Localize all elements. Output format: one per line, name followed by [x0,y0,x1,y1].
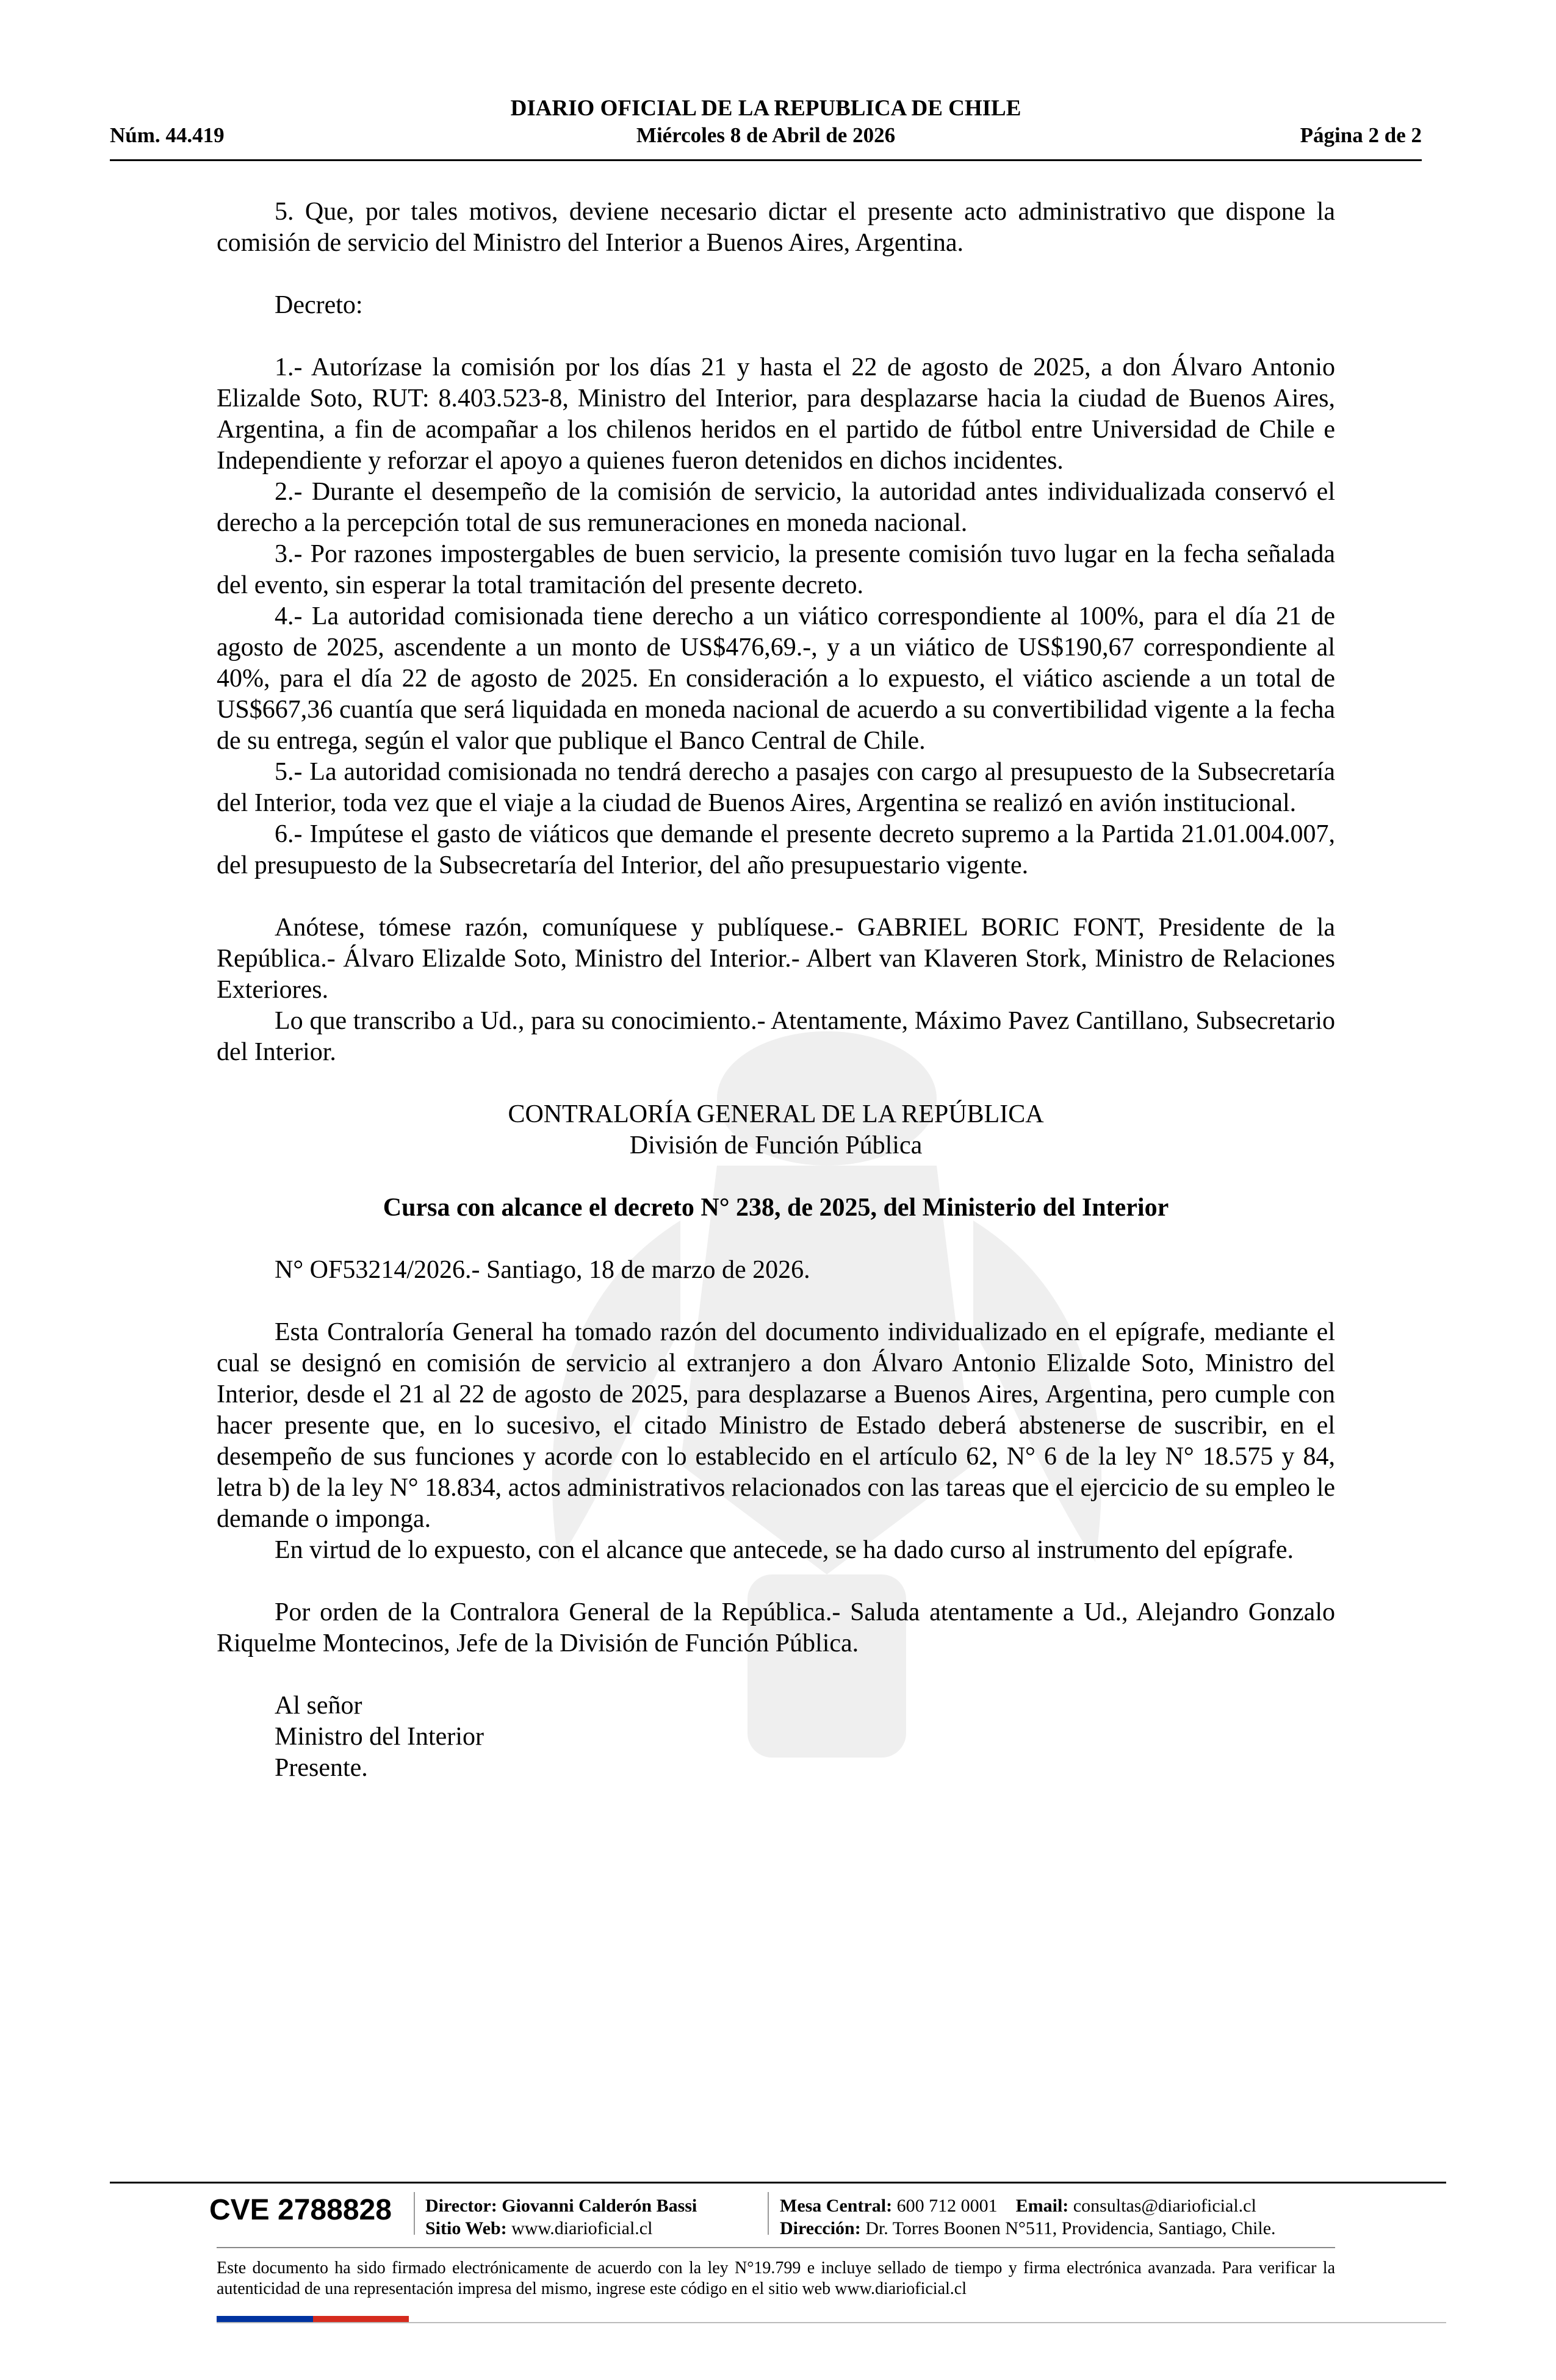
article-4: 4.- La autoridad comisionada tiene derecho a un viático correspondiente al 100%, para el día 21 de agosto de 2025, ascendente a un monto de US$476,69.-, y a un viático de US$190,67 correspondiente al 40%, para el día 22 de agosto de 2025. En consideración a lo expuesto, el viático asciende a un total de US$667,36 cuantía que será liquidada en moneda nacional de acuerdo a su convertibilidad vigente a la fecha de su entrega, según el valor que publique el Banco Central de Chile. [217,602,1335,755]
spacer [217,1068,1335,1099]
spacer [217,321,1335,352]
spacer [217,1161,1335,1192]
signature-block: Anótese, tómese razón, comuníquese y publíquese.- GABRIEL BORIC FONT, Presidente de la República.- Álvaro Elizalde Soto, Ministro del Interior.- Albert van Klaveren Stork, Ministro de Relaciones Exteriores. [217,914,1335,1004]
por-orden-paragraph: Por orden de la Contralora General de la República.- Saluda atentamente a Ud., Alejandro Gonzalo Riquelme Montecinos, Jefe de la División de Función Pública. [217,1598,1335,1657]
footer-separator [768,2192,769,2235]
issue-date: Miércoles 8 de Abril de 2026 [636,123,896,147]
oficio-reference: N° OF53214/2026.- Santiago, 18 de marzo de 2026. [275,1256,810,1284]
direccion-value: Dr. Torres Boonen N°511, Providencia, Santiago, Chile. [865,2218,1276,2238]
document-body [217,197,1335,1784]
contraloria-paragraph-1: Esta Contraloría General ha tomado razón del documento individualizado en el epígrafe, mediante el cual se designó en comisión de servicio al extranjero a don Álvaro Antonio Elizalde Soto, Ministro del Interior, desde el 21 al 22 de agosto de 2025, para desplazarse a Buenos Aires, Argentina, pero cumple con hacer presente que, en lo sucesivo, el citado Ministro de Estado deberá abstenerse de suscribir, en el desempeño de sus funciones y acorde con lo establecido en el artículo 62, N° 6 de la ley N° 18.575 y 84, letra b) de la ley N° 18.834, actos administrativos relacionados con las tareas que el ejercicio de su empleo le demande o imponga. [217,1318,1335,1533]
cve-code: CVE 2788828 [209,2194,392,2226]
article-1: 1.- Autorízase la comisión por los días 21 y hasta el 22 de agosto de 2025, a don Álvaro Antonio Elizalde Soto, RUT: 8.403.523-8, Ministro del Interior, para desplazarse hacia la ciudad de Buenos Aires, Argentina, a fin de acompañar a los chilenos heridos en el partido de fútbol entre Universidad de Chile e Independiente y reforzar el apoyo a quienes fueron detenidos en dichos incidentes. [217,353,1335,475]
article-6: 6.- Impútese el gasto de viáticos que demande el presente decreto supremo a la Partida 21.01.004.007, del presupuesto de la Subsecretaría del Interior, del año presupuestario vigente. [217,820,1335,879]
addressee-line-2: Ministro del Interior [275,1723,484,1751]
sitio-link[interactable]: www.diarioficial.cl [511,2218,653,2238]
header-divider [110,159,1422,161]
spacer [217,259,1335,290]
gazette-title: DIARIO OFICIAL DE LA REPUBLICA DE CHILE [510,96,1021,121]
email-label: Email: [1015,2196,1069,2216]
footer-bottom-divider [217,2322,1446,2323]
contraloria-heading: CONTRALORÍA GENERAL DE LA REPÚBLICA [508,1100,1044,1128]
contraloria-paragraph-2: En virtud de lo expuesto, con el alcance que antecede, se ha dado curso al instrumento del epígrafe. [275,1536,1294,1564]
email-link[interactable]: consultas@diarioficial.cl [1073,2196,1256,2216]
article-3: 3.- Por razones impostergables de buen servicio, la presente comisión tuvo lugar en la fecha señalada del evento, sin esperar la total tramitación del presente decreto. [217,540,1335,599]
footer-director-block [425,2194,697,2240]
footer-divider [110,2182,1446,2183]
spacer [217,1566,1335,1597]
footer-separator [414,2192,415,2235]
sitio-label: Sitio Web: [425,2218,507,2238]
cursa-title: Cursa con alcance el decreto N° 238, de 2025, del Ministerio del Interior [383,1194,1169,1222]
addressee-line-1: Al señor [275,1692,362,1720]
spacer [217,881,1335,912]
transcription-note: Lo que transcribo a Ud., para su conocimiento.- Atentamente, Máximo Pavez Cantillano, Subsecretario del Interior. [217,1007,1335,1066]
spacer [217,1286,1335,1317]
mesa-label: Mesa Central: [780,2196,893,2216]
addressee-line-3: Presente. [275,1754,368,1782]
direccion-label: Dirección: [780,2218,861,2238]
gazette-header [110,90,1422,161]
decreto-label: Decreto: [275,291,363,319]
considerando-5: 5. Que, por tales motivos, deviene necesario dictar el presente acto administrativo que dispone la comisión de servicio del Ministro del Interior a Buenos Aires, Argentina. [217,198,1335,257]
spacer [217,1659,1335,1690]
page-indicator: Página 2 de 2 [1300,123,1422,147]
article-5: 5.- La autoridad comisionada no tendrá derecho a pasajes con cargo al presupuesto de la Subsecretaría del Interior, toda vez que el viaje a la ciudad de Buenos Aires, Argentina se realizó en avión institucional. [217,758,1335,817]
footer-inner-divider [217,2247,1335,2248]
director-name: Giovanni Calderón Bassi [502,2196,697,2216]
issue-number: Núm. 44.419 [110,123,225,147]
article-2: 2.- Durante el desempeño de la comisión de servicio, la autoridad antes individualizada conservó el derecho a la percepción total de sus remuneraciones en moneda nacional. [217,478,1335,537]
spacer [217,1224,1335,1255]
footer-contact-block [780,2194,1276,2240]
mesa-phone: 600 712 0001 [896,2196,998,2216]
legal-notice: Este documento ha sido firmado electrónicamente de acuerdo con la ley N°19.799 e incluye sellado de tiempo y firma electrónica avanzada. Para verificar la autenticidad de una representación impresa del mismo, ingrese este código en el sitio web www.diarioficial.cl [217,2259,1335,2298]
director-label: Director: [425,2196,497,2216]
division-heading: División de Función Pública [629,1131,923,1159]
